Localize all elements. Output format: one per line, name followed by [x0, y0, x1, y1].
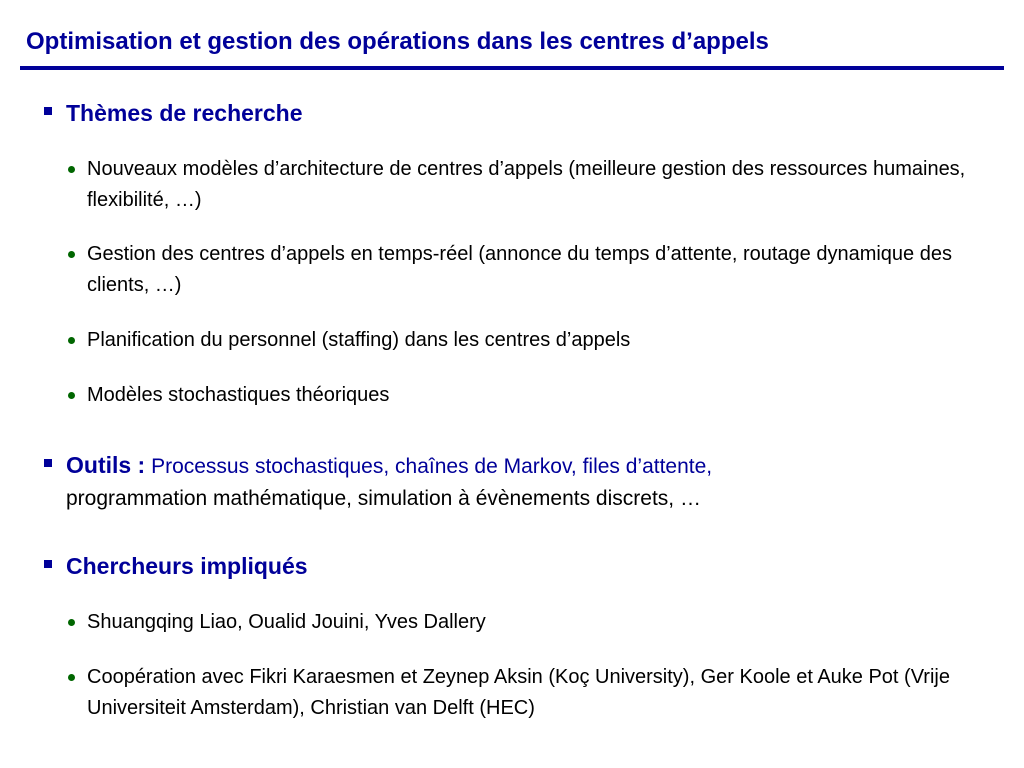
list-item	[68, 239, 978, 301]
slide-title: Optimisation et gestion des opérations dans les centres d’appels	[26, 28, 769, 55]
list-item-text: Planification du personnel (staffing) dans les centres d’appels	[87, 329, 631, 351]
list-item-text: Coopération avec Fikri Karaesmen et Zeynep Aksin (Koç University), Ger Koole et Auke Pot (Vrije Universiteit Amsterdam), Christian van Delft (HEC)	[87, 666, 950, 719]
section-heading: Thèmes de recherche	[66, 100, 303, 126]
round-bullet-icon	[68, 337, 75, 344]
list-item	[68, 607, 978, 638]
list-item-text: Gestion des centres d’appels en temps-réel (annonce du temps d’attente, routage dynamique des clients, …)	[87, 243, 952, 296]
section-tools	[44, 449, 984, 515]
square-bullet-icon	[44, 459, 52, 467]
square-bullet-icon	[44, 560, 52, 568]
list-item	[68, 154, 978, 216]
section-research-themes	[44, 97, 984, 131]
list-item-text: Shuangqing Liao, Oualid Jouini, Yves Dallery	[87, 611, 486, 633]
round-bullet-icon	[68, 619, 75, 626]
section-heading: Chercheurs impliqués	[66, 553, 308, 579]
section-researchers	[44, 550, 984, 584]
title-underline	[20, 66, 1004, 70]
section-heading: Outils :	[66, 452, 146, 478]
round-bullet-icon	[68, 674, 75, 681]
list-item	[68, 380, 978, 411]
round-bullet-icon	[68, 251, 75, 258]
list-item	[68, 325, 978, 356]
list-item-text: Nouveaux modèles d’architecture de centres d’appels (meilleure gestion des ressources humaines, flexibilité, …)	[87, 158, 966, 211]
tools-continuation-text: programmation mathématique, simulation à évènements discrets, …	[66, 487, 701, 510]
round-bullet-icon	[68, 166, 75, 173]
square-bullet-icon	[44, 107, 52, 115]
list-item	[68, 662, 978, 724]
round-bullet-icon	[68, 392, 75, 399]
list-item-text: Modèles stochastiques théoriques	[87, 384, 390, 406]
tools-lead-text: Processus stochastiques, chaînes de Markov, files d’attente,	[151, 455, 713, 478]
